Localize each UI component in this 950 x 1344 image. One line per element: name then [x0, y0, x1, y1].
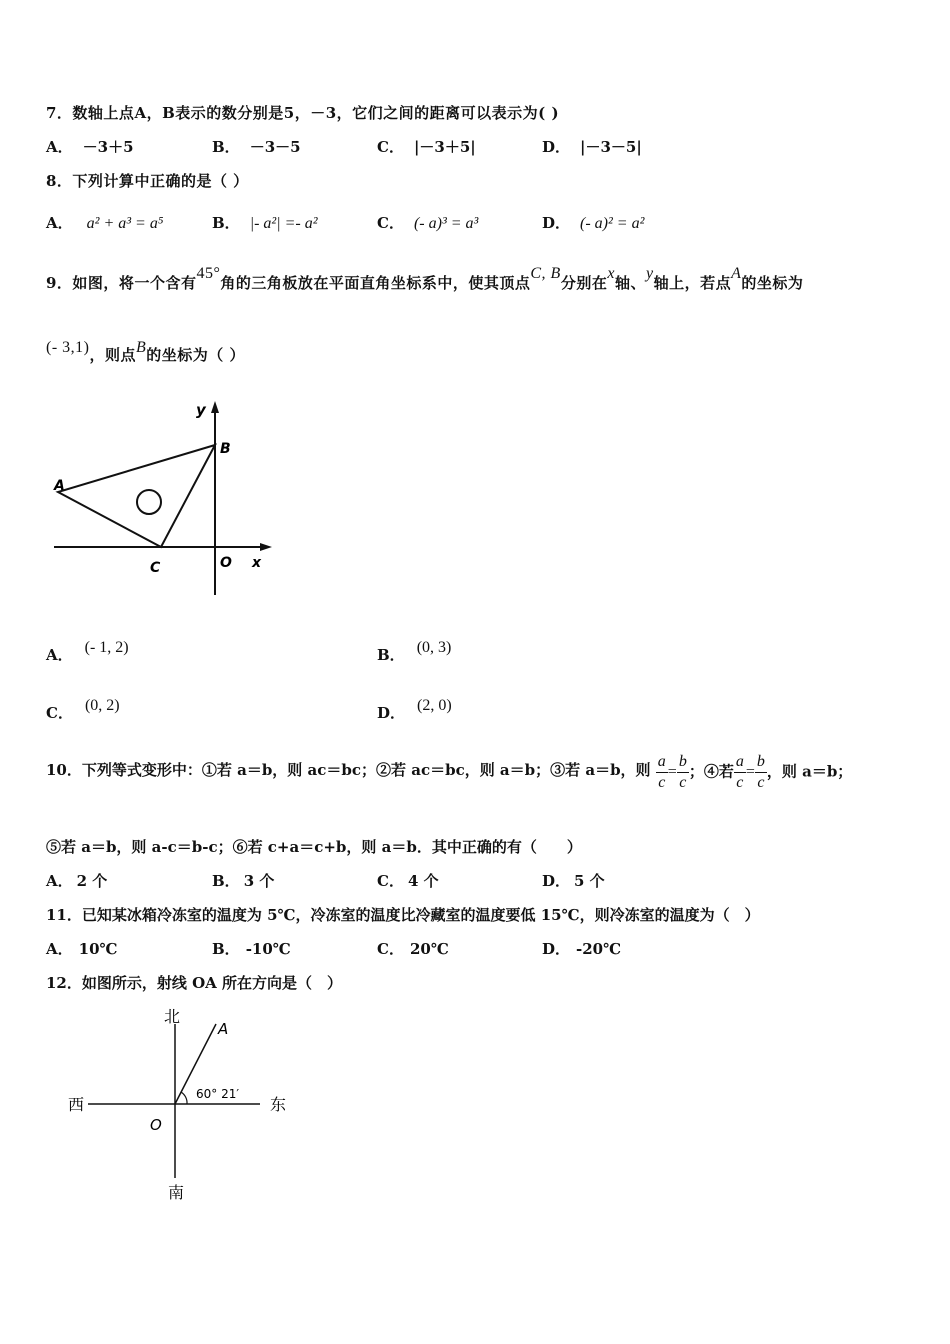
- south-label: 南: [168, 1183, 185, 1202]
- q11-option-d: D． -20℃: [542, 940, 622, 958]
- q8-stem: 8．下列计算中正确的是（ ）: [46, 172, 249, 190]
- q9-option-c: C． (0, 2): [46, 697, 120, 722]
- q7-option-b: B． －3－5: [212, 138, 301, 156]
- q7-stem: 7．数轴上点A，B表示的数分别是5，－3，它们之间的距离可以表示为( ): [46, 104, 560, 122]
- north-label: 北: [164, 1007, 181, 1026]
- angle-arc: [181, 1092, 187, 1104]
- q9-stem-line2: (- 3,1)，则点B的坐标为（ ）: [46, 339, 246, 364]
- q12-figure: [60, 1000, 300, 1210]
- q8-option-c: C． (- a)³ = a³: [377, 214, 479, 232]
- x-label: x: [252, 555, 262, 571]
- angle-label: 60° 21′: [196, 1087, 240, 1101]
- o-label: O: [150, 1116, 162, 1134]
- fraction-b-over-c-2: $\frac{b}{c}$: [756, 753, 765, 791]
- q11-option-c: C． 20℃: [377, 940, 449, 958]
- q9-figure: [46, 395, 286, 600]
- triangle-board: [58, 445, 215, 547]
- q12-stem: 12．如图所示，射线 OA 所在方向是（ ）: [46, 974, 343, 992]
- q11-option-a: A． 10℃: [46, 940, 118, 958]
- q11-stem: 11．已知某冰箱冷冻室的温度为 5℃，冷冻室的温度比冷藏室的温度要低 15℃，则冷冻室的温度为（ ）: [46, 906, 760, 924]
- fraction-a-over-c-2: $\frac{a}{c}$: [735, 753, 744, 791]
- o-label: O: [220, 555, 232, 571]
- q8-option-a: A． a² + a³ = a⁵: [46, 214, 164, 232]
- q8-option-d: D． (- a)² = a²: [542, 214, 645, 232]
- a-label: A: [54, 478, 65, 494]
- q10-stem-line2: ⑤若 a＝b，则 a-c＝b-c；⑥若 c+a＝c+b，则 a＝b．其中正确的有（ ）: [46, 838, 582, 856]
- west-label: 西: [68, 1095, 85, 1114]
- q7-option-d: D． |－3－5|: [542, 138, 642, 156]
- q10-option-c: C． 4 个: [377, 872, 439, 890]
- c-label: C: [150, 560, 161, 576]
- east-label: 东: [270, 1095, 287, 1114]
- q8-option-b: B． |- a²| =- a²: [212, 214, 318, 232]
- y-label: y: [196, 401, 206, 419]
- y-axis-arrow: [211, 401, 219, 413]
- q11-option-b: B． -10℃: [212, 940, 291, 958]
- q9-option-d: D． (2, 0): [377, 697, 452, 722]
- q7-option-c: C． |－3＋5|: [377, 138, 476, 156]
- b-label: B: [220, 441, 231, 457]
- triangle-hole: [137, 490, 161, 514]
- fraction-b-over-c-1: $\frac{b}{c}$: [678, 753, 687, 791]
- a-label: A: [218, 1020, 229, 1038]
- q9-stem-line1: 9．如图，将一个含有45°角的三角板放在平面直角坐标系中，使其顶点C, B分别在x轴、y轴上，若点A的坐标为: [46, 265, 804, 292]
- q7-option-a: A． －3＋5: [46, 138, 134, 156]
- q10-option-a: A． 2 个: [46, 872, 108, 890]
- fraction-a-over-c-1: $\frac{a}{c}$: [657, 753, 666, 791]
- q9-option-a: A． (- 1, 2): [46, 639, 129, 664]
- q10-option-b: B． 3 个: [212, 872, 275, 890]
- q10-option-d: D． 5 个: [542, 872, 605, 890]
- x-axis-arrow: [260, 543, 272, 551]
- q9-option-b: B． (0, 3): [377, 639, 452, 664]
- q10-stem-line1: 10．下列等式变形中：①若 a＝b，则 ac＝bc；②若 ac＝bc，则 a＝b；③若 a＝b，则 $\frac{a}{c}$ = $\frac{b}{c}$ ；④若 $\frac{a}{c}$ = $\frac{b}{c}$ ，则 a＝b；: [46, 753, 853, 791]
